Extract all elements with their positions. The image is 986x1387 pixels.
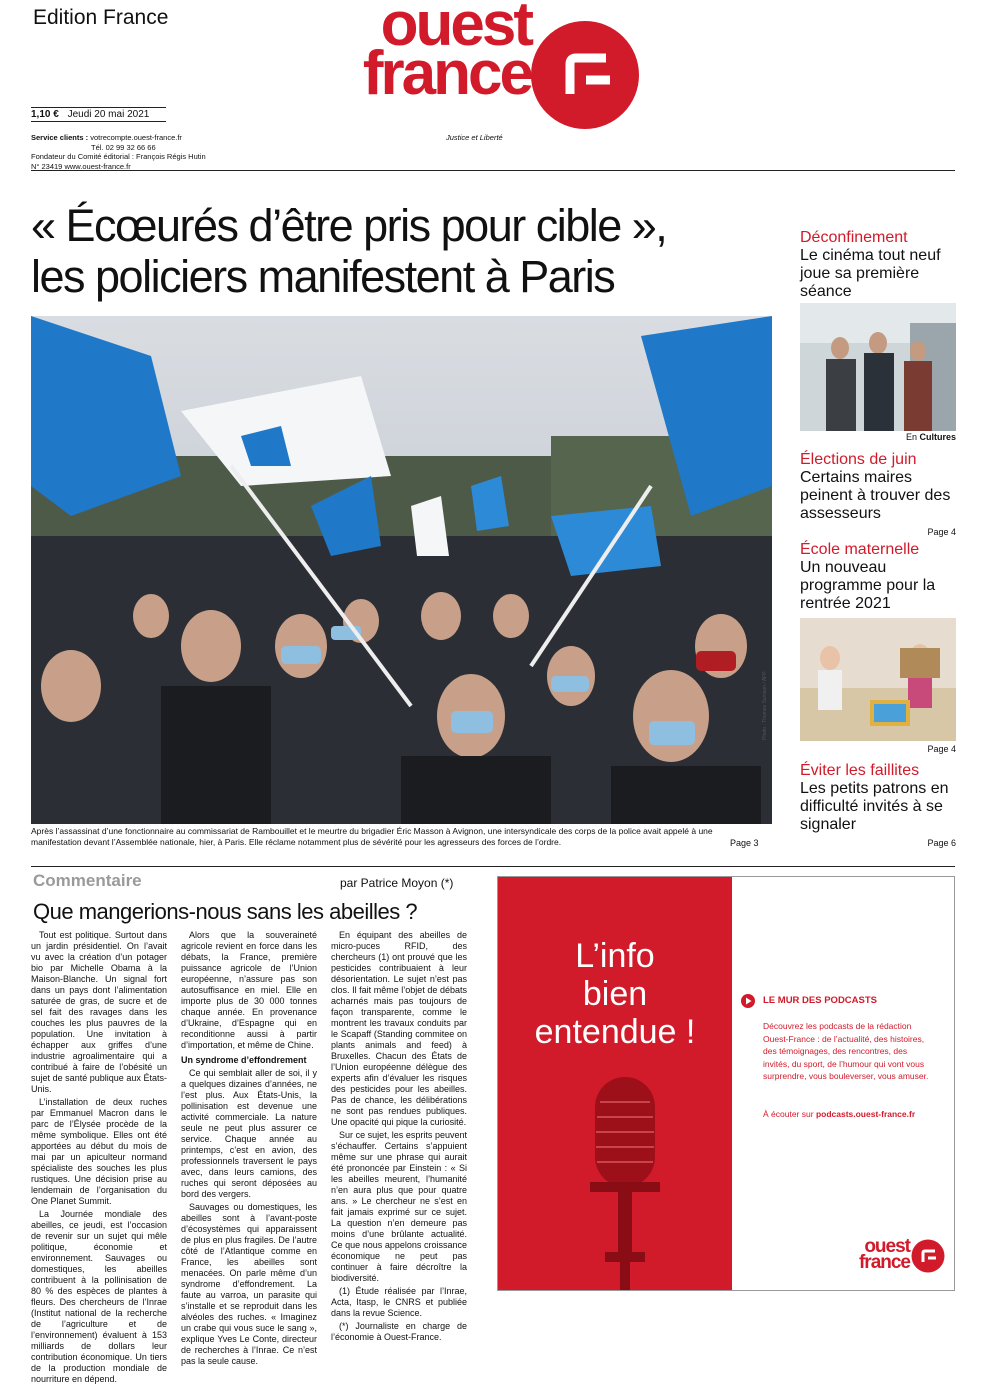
story-kicker: Déconfinement bbox=[800, 229, 908, 246]
paragraph: Alors que la souveraineté agricole revient en force dans les débats, la France, première puissance agricole de l’Union européenne, n’assure pas son autosuffisance en miel. Elle en importe plus de 30 000 tonnes chaque année. En provenance d’Ukraine, d’Espagne qui en reconditionne aussi à partir d’importation, et même de Chine. bbox=[181, 930, 317, 1050]
podcast-play-icon bbox=[740, 993, 756, 1009]
logo-word-france: france bbox=[858, 1252, 910, 1273]
ad-slogan bbox=[498, 937, 732, 1051]
subheading: Un syndrome d’effondrement bbox=[181, 1055, 307, 1065]
commentary-label: Commentaire bbox=[33, 871, 142, 890]
story-kicker: École maternelle bbox=[800, 541, 920, 558]
paragraph: Tout est politique. Surtout dans un jardin présidentiel. On l’avait vu avec la création d’un potager bio par Michelle Obama à la Maison-Blanche. Un signal fort dans un pays dont l’alimentation saturée de gras, de sucre et de sel fait des ravages dans les couches les plus pauvres de la population. Une invitation à échapper aux griffes d’une industrie agroalimentaire qui a contribué à faire de l’obésité un sujet de santé publique aux États-Unis. bbox=[31, 930, 167, 1094]
lead-caption: Après l’assassinat d’une fonctionnaire au commissariat de Rambouillet et le meurtre du brigadier Éric Masson à Avignon, une intersyndicale des corps de la police avait appelé à une manifestation devant l’Assemblée nationale, hier, à Paris. Elle réclame notamment plus de sévérité pour les agresseurs des forces de l’ordre. bbox=[31, 826, 713, 847]
lead-photo-credit: Photo : Thomas Samson / AFP bbox=[762, 671, 768, 740]
commentary-column-1 bbox=[31, 930, 167, 1387]
paragraph: Sur ce sujet, les esprits peuvent s’échauffer. Certains s’appuient même sur une phrase qui aurait été prononcée par Einstein : « Si les abeilles meurent, l’humanité n’en aura plus que pour quatre ans. » Le chercheur ne s’est en fait jamais exprimé sur ce sujet. La question n’en demeure pas moins d’une brûlante actualité. Ce que nous appelons croissance économique ne peut pas continuer à faire décroître la biodiversité. bbox=[331, 1130, 467, 1283]
story-page-ref[interactable]: Page 6 bbox=[927, 838, 956, 848]
issue-price: 1,10 € bbox=[31, 109, 59, 120]
masthead-divider bbox=[31, 170, 955, 171]
microphone-icon bbox=[570, 1077, 680, 1290]
sidebar-section-ref[interactable] bbox=[800, 432, 956, 442]
podcast-wall-title: LE MUR DES PODCASTS bbox=[763, 995, 878, 1006]
lead-photo[interactable] bbox=[31, 316, 772, 824]
podcast-link[interactable]: podcasts.ouest-france.fr bbox=[815, 1109, 916, 1119]
story-kicker: Éviter les faillites bbox=[800, 762, 920, 779]
headline-line-2: les policiers manifestent à Paris bbox=[31, 251, 615, 302]
service-label: Service clients : bbox=[31, 133, 89, 142]
ad-logo-mark-icon bbox=[911, 1239, 945, 1273]
footnote: (*) Journaliste en charge de l’économie à Ouest-France. bbox=[331, 1321, 467, 1342]
paragraph: Ce qui semblait aller de soi, il y a quelques dizaines d’années, ne l’est plus. Aux États-Unis, la pollinisation est devenue une activité commerciale. La nature seule ne peut plus assurer ce service. Chaque année au printemps, c’est en avion, des professionnels traversent le pays avec, dans leurs camions, des ruches qui seront déposées au bord des vergers. bbox=[181, 1068, 317, 1199]
paragraph: La Journée mondiale des abeilles, ce jeudi, est l’occasion de revenir sur un sujet qui mêle politique, économie et environnement. Sauvages ou domestiques, les abeilles contribuent à la pollinisation de 80 % des espèces de plantes à fleurs. Des chercheurs de l’Inrae (Institut national de la recherche de l’agriculture et de l’environnement) évaluent à 153 milliards de dollars leur contribution économique. Un tiers de la production mondiale de nourriture en dépend. bbox=[31, 1209, 167, 1384]
slogan-line: L’info bbox=[575, 937, 655, 975]
footnote: (1) Étude réalisée par l’Inrae, Acta, Itasp, le CNRS et publiée dans la revue Science. bbox=[331, 1286, 467, 1318]
story-page-ref[interactable]: Page 4 bbox=[927, 527, 956, 537]
sidebar-story-deconfinement[interactable] bbox=[800, 229, 960, 301]
issue-date: Jeudi 20 mai 2021 bbox=[67, 109, 150, 120]
logo-word-ouest: ouest bbox=[864, 1236, 910, 1257]
price-date-row bbox=[31, 107, 166, 122]
section-divider bbox=[31, 866, 955, 867]
podcast-description: Découvrez les podcasts de la rédaction Ouest-France : de l’actualité, des histoires, des témoignages, des rencontres, des invités, du sport, de l’humour qui vont vous surprendre, vous bouleverser, vous amuser. bbox=[763, 1021, 929, 1081]
issue-number: N° 23419 www.ouest-france.fr bbox=[31, 161, 131, 171]
headline-line-1: « Écœurés d’être pris pour cible », bbox=[31, 200, 667, 251]
service-phone: Tél. 02 99 32 66 66 bbox=[91, 142, 156, 152]
paragraph: Sauvages ou domestiques, les abeilles sont à l’avant-poste d’écosystèmes qui apparaissent de plus en plus fragiles. De l’autre côté de l’Atlantique comme en France, les abeilles sont menacées. On parle même d’un syndrome d’effondrement. La faute au varroa, un parasite qui s’installe et se reproduit dans les alvéoles des ruches. « Imaginez un crabe qui vous suce le sang », explique Yves Le Conte, directeur de recherches à l’Inrae. Ce n’est pas la seule cause. bbox=[181, 1202, 317, 1366]
commentary-column-3 bbox=[331, 930, 467, 1345]
lead-headline[interactable] bbox=[31, 200, 791, 302]
story-title: Les petits patrons en difficulté invités à se signaler bbox=[800, 780, 949, 833]
paragraph: L’installation de deux ruches par Emmanuel Macron dans le parc de l’Élysée procède de la même symbolique. Elles ont été apportées au début du mois de mai par un apiculteur normand spécialiste des souches les plus rustiques. Une décision prise au lendemain de l’organisation du One Planet Summit. bbox=[31, 1097, 167, 1206]
classroom-photo[interactable] bbox=[800, 618, 956, 741]
story-title: Certains maires peinent à trouver des assesseurs bbox=[800, 469, 951, 522]
sidebar-story-ecole[interactable] bbox=[800, 541, 960, 613]
masthead-info bbox=[31, 133, 206, 171]
service-url[interactable]: votrecompte.ouest-france.fr bbox=[90, 133, 182, 142]
story-page-ref[interactable]: Page 4 bbox=[927, 744, 956, 754]
logo-word-france: france bbox=[362, 39, 531, 108]
story-title: Le cinéma tout neuf joue sa première séance bbox=[800, 247, 941, 300]
story-kicker: Élections de juin bbox=[800, 451, 917, 468]
ouest-france-logo-mark-icon bbox=[530, 20, 640, 130]
commentary-column-2 bbox=[181, 930, 317, 1369]
ouest-france-logo[interactable] bbox=[283, 0, 531, 108]
story-title: Un nouveau programme pour la rentrée 2021 bbox=[800, 559, 936, 612]
lead-page-ref[interactable]: Page 3 bbox=[730, 838, 759, 848]
edition-label: Edition France bbox=[33, 6, 169, 29]
commentary-title[interactable]: Que mangerions-nous sans les abeilles ? bbox=[33, 899, 418, 924]
podcast-ad[interactable] bbox=[497, 876, 955, 1291]
section-prefix: En bbox=[905, 432, 917, 442]
commentary-author: par Patrice Moyon (*) bbox=[340, 876, 454, 890]
slogan-line: bien bbox=[582, 975, 648, 1013]
sidebar-story-elections[interactable] bbox=[800, 451, 960, 523]
slogan-line: entendue ! bbox=[534, 1013, 696, 1051]
ad-red-panel bbox=[498, 877, 732, 1290]
sidebar-story-faillites[interactable] bbox=[800, 762, 960, 834]
section-name: Cultures bbox=[919, 432, 956, 442]
paragraph: En équipant des abeilles de micro-puces RFID, des chercheurs (1) ont prouvé que les pesticides contribuaient à leur désorientation. Le sujet n’est pas clos. Il fait même l’objet de débats acharnés mais pas toujours de façon transparente, comme le montrent les travaux conduits par le Scapaff (Standing commitee on plants animals and feed) à Bruxelles. Chacun des États de l’Union européenne délègue des experts afin d’évaluer les risques des pesticides pour les abeilles. Pas de chance, les délibérations ne sont pas rendues publiques. Une opacité qui pique la curiosité. bbox=[331, 930, 467, 1127]
founder-line: Fondateur du Comité éditorial : François Régis Hutin bbox=[31, 152, 206, 161]
logo-word-ouest: ouest bbox=[380, 0, 531, 59]
masthead-motto: Justice et Liberté bbox=[446, 133, 503, 142]
cta-prefix: À écouter sur bbox=[763, 1109, 814, 1119]
ad-ouest-france-logo bbox=[828, 1236, 910, 1273]
podcast-cta[interactable] bbox=[763, 1109, 953, 1119]
cinema-photo[interactable] bbox=[800, 303, 956, 431]
